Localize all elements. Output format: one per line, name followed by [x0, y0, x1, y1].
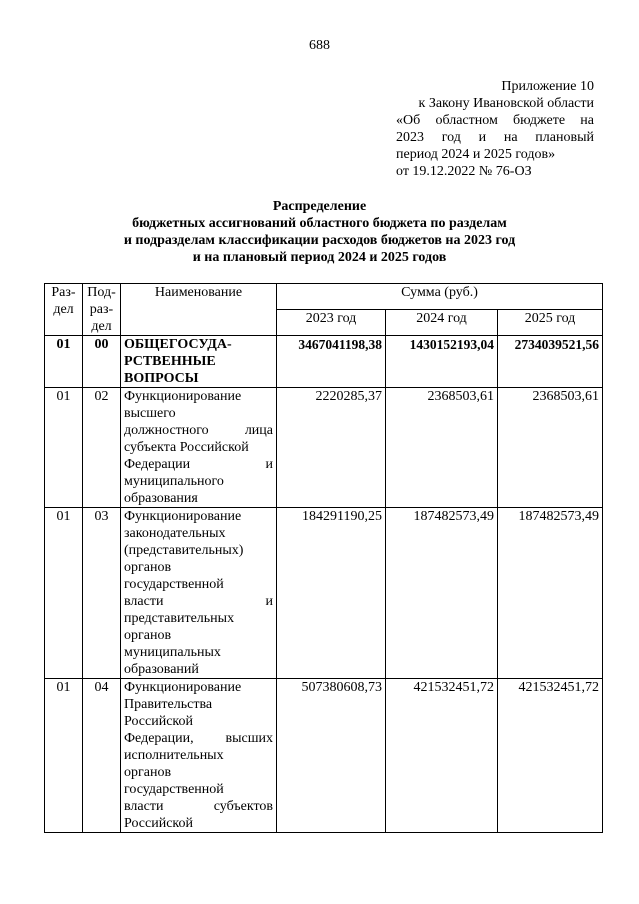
row-name-line: субъекта Российской [124, 440, 249, 455]
row-subsection-code: 03 [83, 508, 121, 679]
table-row [45, 508, 603, 679]
page-number: 688 [309, 38, 330, 53]
row-section-code: 01 [45, 388, 83, 508]
row-name-line: государственной [124, 577, 224, 592]
row-name-line: РСТВЕННЫЕ [124, 354, 216, 369]
header-name: Наименование [121, 284, 277, 336]
row-subsection-code: 04 [83, 679, 121, 833]
appendix-line: 2023 год и на плановый [396, 130, 594, 145]
row-name-line: высшего [124, 406, 176, 421]
row-name-line: образований [124, 662, 199, 677]
appendix-line: от 19.12.2022 № 76-ОЗ [396, 164, 532, 179]
row-name-line: должностного лица [124, 423, 273, 438]
budget-table [44, 283, 603, 833]
row-name-line: законодательных [124, 526, 226, 541]
row-amount-2023: 2220285,37 [277, 388, 386, 508]
title-line: и на плановый период 2024 и 2025 годов [192, 250, 447, 265]
table-row [45, 388, 603, 508]
row-section-code: 01 [45, 508, 83, 679]
header-subsection: Под- раз- дел [83, 284, 121, 336]
row-name [121, 336, 277, 388]
title-line: бюджетных ассигнований областного бюджета по разделам [132, 216, 507, 231]
row-amount-2023: 507380608,73 [277, 679, 386, 833]
title-line: и подразделам классификации расходов бюджетов на 2023 год [123, 233, 516, 248]
row-amount-2024: 1430152193,04 [386, 336, 498, 388]
row-amount-2024: 187482573,49 [386, 508, 498, 679]
row-name-line: органов [124, 560, 172, 575]
appendix-block [396, 78, 594, 180]
table-row [45, 679, 603, 833]
row-section-code: 01 [45, 679, 83, 833]
row-amount-2025: 2734039521,56 [498, 336, 603, 388]
row-amount-2024: 421532451,72 [386, 679, 498, 833]
row-subsection-code: 02 [83, 388, 121, 508]
row-name-line: Правительства [124, 697, 213, 712]
appendix-line: «Об областном бюджете на [396, 113, 594, 128]
row-amount-2025: 2368503,61 [498, 388, 603, 508]
row-name-line: муниципального [124, 474, 224, 489]
header-year-2025: 2025 год [498, 310, 603, 336]
row-name [121, 679, 277, 833]
title-line: Распределение [272, 199, 367, 214]
row-name-line: Российской [124, 714, 193, 729]
table-row [45, 336, 603, 388]
appendix-line: Приложение 10 [501, 79, 594, 94]
header-section: Раз- дел [45, 284, 83, 336]
row-name-line: Функционирование [124, 509, 242, 524]
row-name-line: Российской [124, 816, 193, 831]
row-name-line: Функционирование [124, 680, 242, 695]
row-name-line: Федерации, высших [124, 731, 273, 746]
row-section-code: 01 [45, 336, 83, 388]
row-name-line: Федерации и [124, 457, 273, 472]
table-header-row [45, 284, 603, 310]
header-year-2023: 2023 год [277, 310, 386, 336]
row-name-line: (представительных) [124, 543, 244, 558]
row-amount-2023: 184291190,25 [277, 508, 386, 679]
row-name-line: Функционирование [124, 389, 242, 404]
row-name [121, 388, 277, 508]
row-name-line: государственной [124, 782, 224, 797]
row-name [121, 508, 277, 679]
header-year-2024: 2024 год [386, 310, 498, 336]
row-name-line: власти и [124, 594, 273, 609]
row-name-line: представительных [124, 611, 235, 626]
document-title [0, 198, 639, 266]
row-amount-2024: 2368503,61 [386, 388, 498, 508]
row-name-line: ОБЩЕГОСУДА- [124, 337, 232, 352]
row-amount-2025: 421532451,72 [498, 679, 603, 833]
table-body [45, 336, 603, 833]
row-name-line: исполнительных [124, 748, 224, 763]
appendix-line: период 2024 и 2025 годов» [396, 147, 556, 162]
row-amount-2023: 3467041198,38 [277, 336, 386, 388]
row-name-line: органов [124, 765, 172, 780]
row-name-line: образования [124, 491, 198, 506]
row-subsection-code: 00 [83, 336, 121, 388]
row-name-line: муниципальных [124, 645, 221, 660]
row-amount-2025: 187482573,49 [498, 508, 603, 679]
appendix-line: к Закону Ивановской области [418, 96, 594, 111]
row-name-line: ВОПРОСЫ [124, 371, 199, 386]
header-sum: Сумма (руб.) [277, 284, 603, 310]
row-name-line: органов [124, 628, 172, 643]
row-name-line: власти субъектов [124, 799, 273, 814]
